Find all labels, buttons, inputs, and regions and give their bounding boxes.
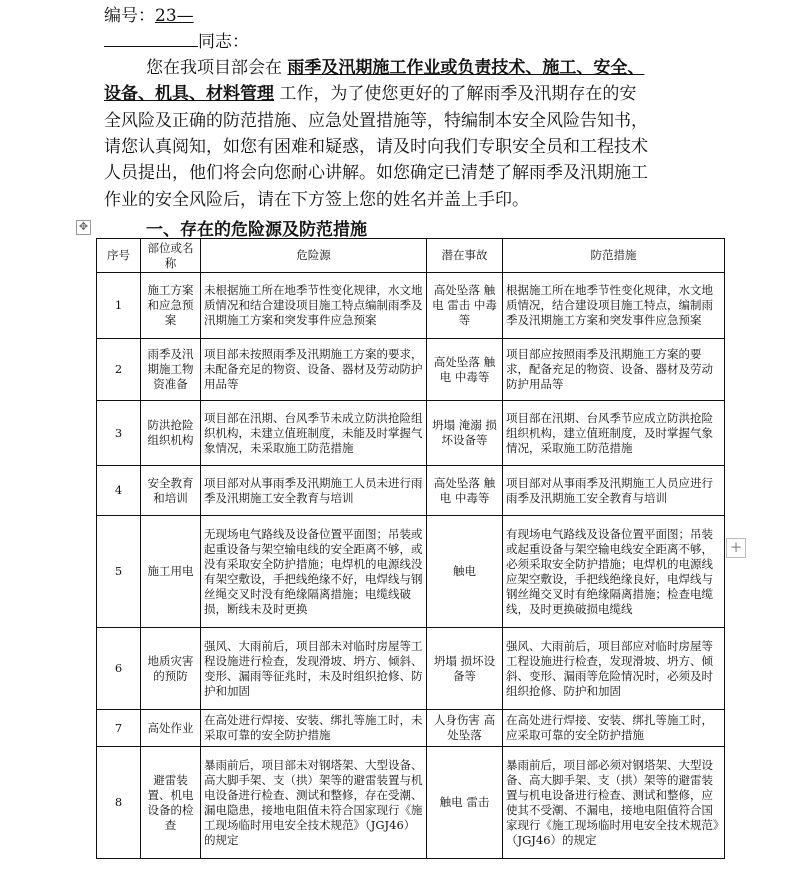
notice-line-1-pre: 您在我项目部会在 xyxy=(146,58,282,78)
notice-line-2-post: 工作，为了使您更好的了解雨季及汛期存在的安 xyxy=(279,84,637,104)
table-row xyxy=(97,747,725,859)
notice-line-4: 请您认真阅知，如您有困难和疑惑，请及时向我们专职安全员和工程技术 xyxy=(104,137,648,157)
notice-line-1-underline: 雨季及汛期施工作业或负责技术、施工、安全、 xyxy=(287,58,645,78)
row-measure: 项目部应按照雨季及汛期施工方案的要求，配备充足的物资、设备、器材及劳动防护用品等 xyxy=(503,339,725,401)
add-row-icon[interactable]: + xyxy=(726,538,746,558)
table-row xyxy=(97,339,725,401)
addressee-blank[interactable] xyxy=(104,32,198,47)
row-part: 施工用电 xyxy=(141,516,201,628)
row-hazard: 项目部在汛期、台风季节未成立防洪抢险组织机构，未建立值班制度，未能及时掌握气象情况，未采取施工防范措施 xyxy=(201,401,427,466)
row-accident: 触电 xyxy=(427,516,503,628)
row-measure: 在高处进行焊接、安装、绑扎等施工时，应采取可靠的安全防护措施 xyxy=(503,710,725,747)
row-part: 施工方案和应急预案 xyxy=(141,273,201,339)
table-row xyxy=(97,628,725,710)
row-part: 地质灾害的预防 xyxy=(141,628,201,710)
hazard-table xyxy=(96,238,725,859)
col-header-no: 序号 xyxy=(97,239,141,273)
row-measure: 项目部在汛期、台风季节应成立防洪抢险组织机构，建立值班制度，及时掌握气象情况，采取施工防范措施 xyxy=(503,401,725,466)
doc-number-label: 编号： xyxy=(104,6,155,26)
row-no: 4 xyxy=(97,466,141,516)
row-measure: 有现场电气路线及设备位置平面图；吊装或起重设备与架空输电线安全距离不够，必须采取安全防护措施；电焊机的电源线应架空敷设，手把线绝缘良好，电焊线与钢丝绳交叉时有绝缘隔离措施；检查电缆线，及时更换破损电缆线 xyxy=(503,516,725,628)
row-hazard: 在高处进行焊接、安装、绑扎等施工时，未采取可靠的安全防护措施 xyxy=(201,710,427,747)
row-accident: 人身伤害 高处坠落 xyxy=(427,710,503,747)
col-header-part: 部位或名称 xyxy=(141,239,201,273)
row-no: 7 xyxy=(97,710,141,747)
col-header-hazard: 危险源 xyxy=(201,239,427,273)
row-part: 避雷装置、机电设备的检查 xyxy=(141,747,201,859)
table-header-row xyxy=(97,239,725,273)
row-measure: 项目部对从事雨季及汛期施工人员应进行雨季及汛期施工安全教育与培训 xyxy=(503,466,725,516)
row-no: 6 xyxy=(97,628,141,710)
row-hazard: 项目部未按照雨季及汛期施工方案的要求，未配备充足的物资、设备、器材及劳动防护用品等 xyxy=(201,339,427,401)
table-row xyxy=(97,466,725,516)
notice-line-2 xyxy=(104,84,636,104)
row-hazard: 无现场电气路线及设备位置平面图；吊装或起重设备与架空输电线的安全距离不够，或没有采取安全防护措施；电焊机的电源线没有架空敷设，手把线绝缘不好，电焊线与钢丝绳交叉时没有绝缘隔离措施；电缆线破损，断线未及时更换 xyxy=(201,516,427,628)
row-no: 8 xyxy=(97,747,141,859)
addressee-suffix: 同志： xyxy=(198,32,249,52)
row-part: 雨季及汛期施工物资准备 xyxy=(141,339,201,401)
row-accident: 高处坠落 触电 中毒等 xyxy=(427,339,503,401)
col-header-accident: 潜在事故 xyxy=(427,239,503,273)
row-part: 高处作业 xyxy=(141,710,201,747)
row-no: 3 xyxy=(97,401,141,466)
row-part: 防洪抢险组织机构 xyxy=(141,401,201,466)
row-measure: 根据施工所在地季节性变化规律，水文地质情况，结合建设项目施工特点，编制雨季及汛期施工方案和突发事件应急预案 xyxy=(503,273,725,339)
row-accident: 坍塌 淹溺 损坏设备等 xyxy=(427,401,503,466)
doc-number-value: 23— xyxy=(155,6,194,26)
doc-number-line xyxy=(104,6,194,26)
row-part: 安全教育和培训 xyxy=(141,466,201,516)
row-hazard: 未根据施工所在地季节性变化规律，水文地质情况和结合建设项目施工特点编制雨季及汛期施工方案和突发事件应急预案 xyxy=(201,273,427,339)
notice-line-5: 人员提出，他们将会向您耐心讲解。如您确定已清楚了解雨季及汛期施工 xyxy=(104,163,648,183)
table-row xyxy=(97,710,725,747)
move-handle-icon[interactable]: ✥ xyxy=(76,220,91,235)
table-row xyxy=(97,401,725,466)
row-accident: 高处坠落 触电 雷击 中毒等 xyxy=(427,273,503,339)
addressee-line xyxy=(104,32,249,52)
row-accident: 触电 雷击 xyxy=(427,747,503,859)
row-hazard: 项目部对从事雨季及汛期施工人员未进行雨季及汛期施工安全教育与培训 xyxy=(201,466,427,516)
notice-line-3: 全风险及正确的防范措施、应急处置措施等，特编制本安全风险告知书， xyxy=(104,111,648,131)
table-row xyxy=(97,273,725,339)
row-no: 2 xyxy=(97,339,141,401)
section-title: 一、存在的危险源及防范措施 xyxy=(146,220,367,240)
col-header-measure: 防范措施 xyxy=(503,239,725,273)
row-measure: 强风、大雨前后，项目部应对临时房屋等工程设施进行检查，发现滑坡、坍方、倾斜、变形、漏雨等危险情况时，必须及时组织抢修、防护和加固 xyxy=(503,628,725,710)
notice-line-2-underline: 设备、机具、材料管理 xyxy=(104,84,274,104)
row-hazard: 强风、大雨前后，项目部未对临时房屋等工程设施进行检查，发现滑坡、坍方、倾斜、变形、漏雨等征兆时，未及时组织抢修、防护和加固 xyxy=(201,628,427,710)
row-hazard: 暴雨前后，项目部未对钢塔架、大型设备、高大脚手架、支（拱）架等的避雷装置与机电设备进行检查、测试和整修，存在受潮、漏电隐患，接地电阻值未符合国家现行《施工现场临时用电安全技术规范》（JGJ46）的规定 xyxy=(201,747,427,859)
row-accident: 高处坠落 触电 中毒等 xyxy=(427,466,503,516)
notice-line-6: 作业的安全风险后，请在下方签上您的姓名并盖上手印。 xyxy=(104,190,529,210)
notice-line-1 xyxy=(146,58,644,78)
row-no: 1 xyxy=(97,273,141,339)
row-accident: 坍塌 损坏设备等 xyxy=(427,628,503,710)
row-measure: 暴雨前后，项目部必须对钢塔架、大型设备、高大脚手架、支（拱）架等的避雷装置与机电设备进行检查、测试和整修，应使其不受潮、不漏电，接地电阻值符合国家现行《施工现场临时用电安全技术规范》（JGJ46）的规定 xyxy=(503,747,725,859)
table-row xyxy=(97,516,725,628)
row-no: 5 xyxy=(97,516,141,628)
